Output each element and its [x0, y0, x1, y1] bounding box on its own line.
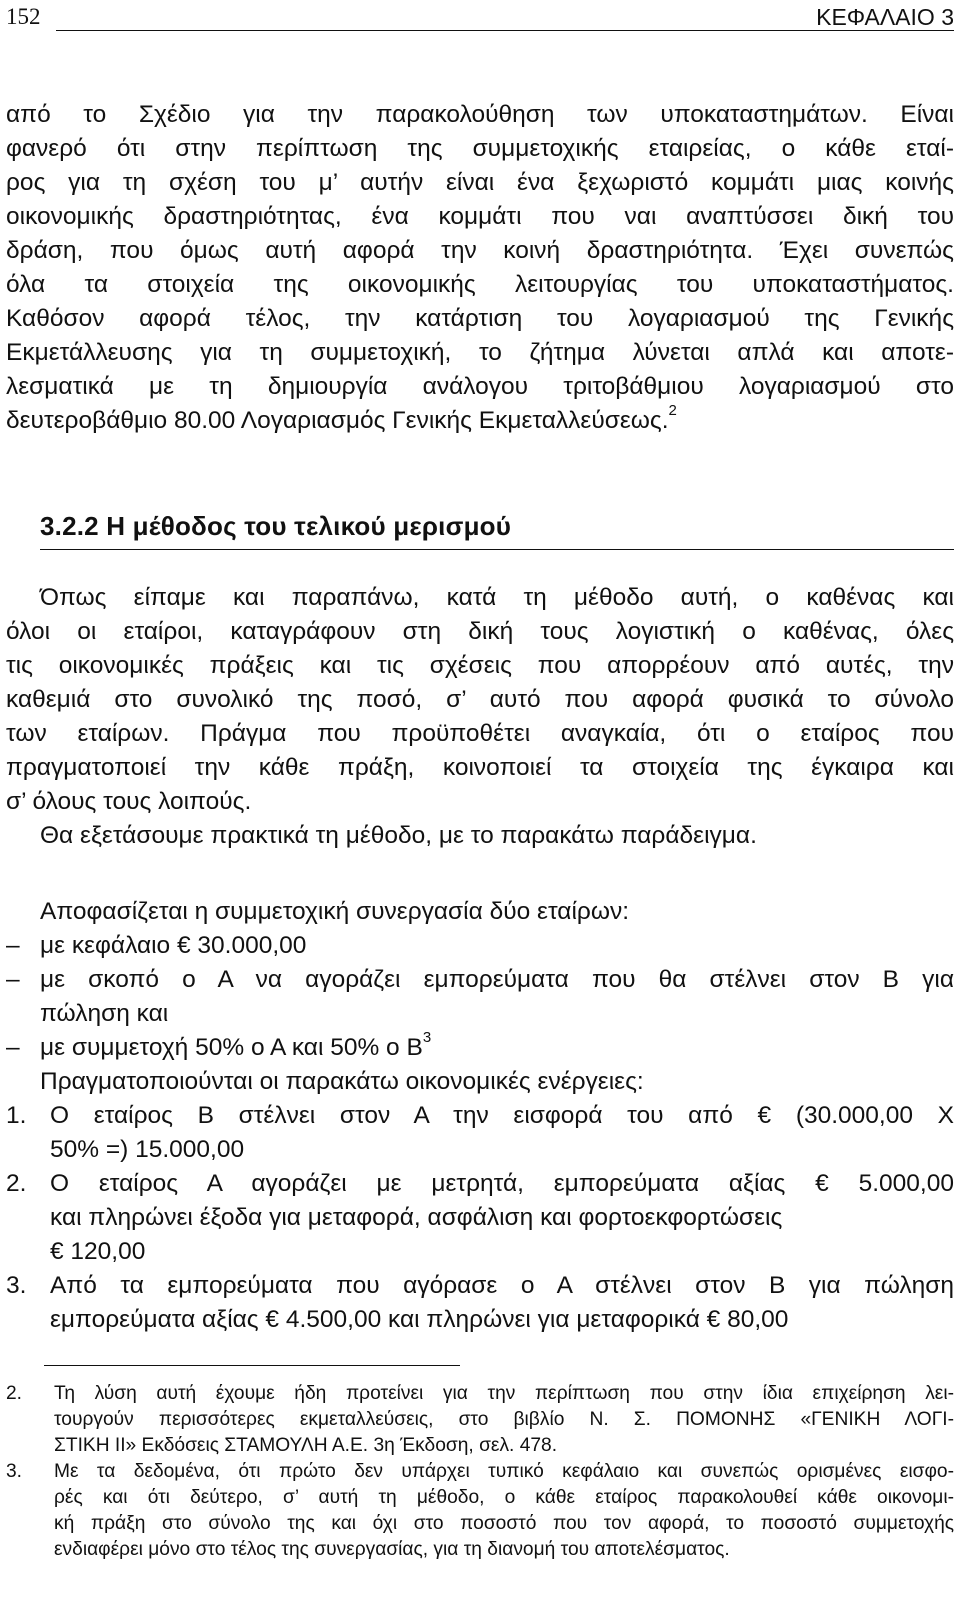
item-text: Ο εταίρος Β στέλνει στον Α την εισφορά του από € (30.000,00 Χ [50, 1102, 954, 1129]
footnote-line: ενδιαφέρει μόνο στο τέλος της συνεργασίας, για τη διανομή του αποτελέσματος. [54, 1539, 730, 1560]
paragraph-2 [6, 581, 954, 853]
text-line: οικονομικής δραστηριότητας, ένα κομμάτι που ναι αναπτύσσει δική του [6, 203, 954, 230]
footnote-number: 2. [6, 1383, 23, 1404]
text-line: Όπως είπαμε και παραπάνω, κατά τη μέθοδο αυτή, ο καθένας και [40, 584, 954, 611]
heading-rule [40, 549, 954, 550]
footnote-line: ΣΤΙΚΗ ΙΙ» Εκδόσεις ΣΤΑΜΟΥΛΗ Α.Ε. 3η Έκδοση, σελ. 478. [54, 1435, 558, 1456]
item-text: Ο εταίρος Α αγοράζει με μετρητά, εμπορεύματα αξίας € 5.000,00 [50, 1170, 954, 1197]
footnote-3 [6, 1459, 954, 1563]
footnote-2 [6, 1381, 954, 1459]
text-line: δράση, που όμως αυτή αφορά την κοινή δραστηριότητα. Έχει συνεπώς [6, 237, 954, 264]
transactions-intro: Πραγματοποιούνται οι παρακάτω οικονομικές ενέργειες: [40, 1068, 644, 1095]
text-line: καθεμιά στο συνολικό της ποσό, σ’ αυτό που αφορά φυσικά το σύνολο [6, 686, 954, 713]
paragraph-1 [6, 98, 954, 438]
text-line: δευτεροβάθμιο 80.00 Λογαριασμός Γενικής Εκμεταλλεύσεως. [6, 407, 669, 434]
numbered-item [6, 1099, 954, 1133]
text-line: όλα τα στοιχεία της οικονομικής λειτουργίας του υποκαταστήματος. [6, 271, 954, 298]
dash-item-text: με κεφάλαιο € 30.000,00 [40, 932, 307, 959]
text-line: φανερό ότι στην περίπτωση της συμμετοχικής εταιρείας, ο κάθε εταί- [6, 135, 954, 162]
dash-item-text: με συμμετοχή 50% ο Α και 50% ο Β [40, 1034, 423, 1061]
paragraph-3: Θα εξετάσουμε πρακτικά τη μέθοδο, με το παρακάτω παράδειγμα. [40, 822, 757, 849]
item-continuation: και πληρώνει έξοδα για μεταφορά, ασφάλιση και φορτοεκφορτώσεις [50, 1204, 783, 1231]
footnote-line: Με τα δεδομένα, ότι πρώτο δεν υπάρχει τυπικό κεφάλαιο και συνεπώς ορισμένες εισφο- [54, 1461, 954, 1482]
dash-item-text: με σκοπό ο Α να αγοράζει εμπορεύματα που θα στέλνει στον Β για [40, 966, 954, 993]
text-line: ρος για τη σχέση του μ’ αυτήν είναι ένα ξεχωριστό κομμάτι μιας κοινής [6, 169, 954, 196]
text-line-last [6, 401, 954, 438]
section-heading: 3.2.2 Η μέθοδος του τελικού μερισμού [40, 511, 512, 541]
footnote-line: κή πράξη στο σύνολο της και όχι στο ποσοστό που τον αφορά, το ποσοστό συμμετοχής [54, 1513, 954, 1534]
item-number: 3. [6, 1272, 27, 1299]
dash-item-continuation: πώληση και [40, 1000, 169, 1027]
text-line: λεσματικά με τη δημιουργία ανάλογου τριτοβάθμιου λογαριασμού στο [6, 373, 954, 400]
item-continuation: 50% =) 15.000,00 [50, 1136, 245, 1163]
dash-item [6, 929, 954, 963]
footnote-text [54, 1459, 954, 1563]
footnotes [6, 1381, 954, 1563]
footnote-text [54, 1381, 954, 1459]
dash-marker: – [6, 966, 20, 993]
header-rule [56, 30, 954, 31]
footnote-line: Τη λύση αυτή έχουμε ήδη προτείνει για την περίπτωση που στην ίδια επιχείρηση λει- [54, 1383, 954, 1404]
chapter-title: ΚΕΦΑΛΑΙΟ 3 [816, 4, 954, 30]
text-line: Καθόσον αφορά τέλος, την κατάρτιση του λογαριασμού της Γενικής [6, 305, 954, 332]
text-line: Εκμετάλλευσης για τη συμμετοχική, το ζήτημα λύνεται απλά και αποτε- [6, 339, 954, 366]
dash-marker: – [6, 932, 20, 959]
footnote-line: τουργούν περισσότερες εκμεταλλεύσεις, στο βιβλίο Ν. Σ. ΠΟΜΟΝΗΣ «ΓΕΝΙΚΗ ΛΟΓΙ- [54, 1409, 954, 1430]
item-continuation: € 120,00 [50, 1238, 146, 1265]
item-text: Από τα εμπορεύματα που αγόρασε ο Α στέλνει στον Β για πώληση [50, 1272, 954, 1299]
dash-item [6, 1028, 954, 1065]
footnote-number: 3. [6, 1461, 23, 1482]
text-line: των εταίρων. Πράγμα που προϋποθέτει αναγκαία, ότι ο εταίρος που [6, 720, 954, 747]
dash-item [6, 963, 954, 997]
decision-intro: Αποφασίζεται η συμμετοχική συνεργασία δύο εταίρων: [40, 898, 630, 925]
item-number: 2. [6, 1170, 27, 1197]
item-continuation: εμπορεύματα αξίας € 4.500,00 και πληρώνει για μεταφορικά € 80,00 [50, 1306, 789, 1333]
numbered-item [6, 1269, 954, 1303]
text-line: πραγματοποιεί την κάθε πράξη, κοινοποιεί τα στοιχεία της έγκαιρα και [6, 754, 954, 781]
footnote-ref[interactable]: 3 [422, 1028, 432, 1046]
footnote-line: ρές και ότι δεύτερο, σ’ αυτή τη μέθοδο, ο κάθε εταίρος παρακολουθεί κάθε οικονομι- [54, 1487, 954, 1508]
text-line: σ’ όλους τους λοιπούς. [6, 788, 252, 815]
page-number: 152 [6, 4, 41, 29]
footnote-ref[interactable]: 2 [668, 401, 677, 419]
example-block [6, 895, 954, 1337]
numbered-item [6, 1167, 954, 1201]
dash-marker: – [6, 1034, 20, 1061]
item-number: 1. [6, 1102, 27, 1129]
text-line: τις οικονομικές πράξεις και τις σχέσεις που απορρέουν από αυτές, την [6, 652, 954, 679]
text-line: όλοι οι εταίροι, καταγράφουν στη δική τους λογιστική ο καθένας, όλες [6, 618, 954, 645]
text-line: από το Σχέδιο για την παρακολούθηση των υποκαταστημάτων. Είναι [6, 101, 954, 128]
page-header [0, 0, 960, 36]
footnote-rule [44, 1365, 460, 1366]
